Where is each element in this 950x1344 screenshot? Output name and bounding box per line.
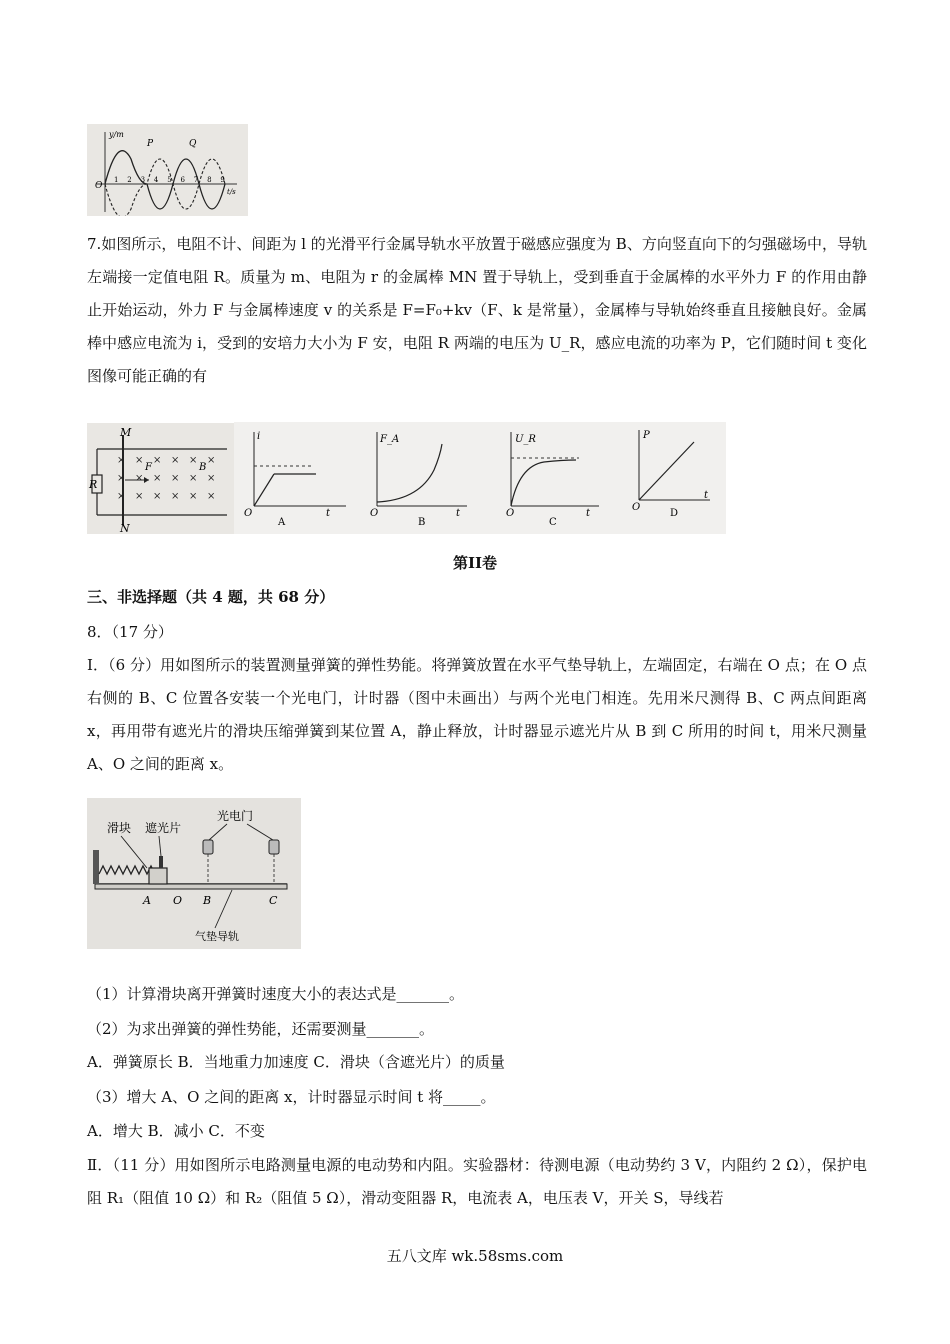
rail-figure [87,423,234,534]
wave-tick-label: 3 [140,176,146,184]
point-n-label: N [120,522,130,534]
field-cross: × [135,473,144,484]
graph-c-x-label: t [586,508,591,519]
field-label: B [199,462,207,473]
part-2-title: 第II卷 [452,554,498,572]
question-8-header: 8．（17 分） [87,623,173,641]
wave-tick-label: 6 [180,176,185,184]
track-label: 气垫导轨 [195,930,239,943]
footer-watermark: 五八文库 wk.58sms.com [386,1247,564,1265]
shade-plate [159,856,163,868]
graph-d [632,430,710,519]
graph-a-origin: O [244,508,253,519]
field-cross: × [117,455,126,466]
rail-diagram [87,423,234,534]
origin-label: O [95,181,103,191]
shade-label: 遮光片 [145,821,182,835]
slider-label: 滑块 [107,821,132,835]
field-cross: × [135,455,144,466]
apparatus-diagram [87,798,301,949]
graph-c-origin: O [506,508,515,519]
field-cross: × [171,491,180,502]
graph-b-origin: O [370,508,379,519]
wave-p-label: P [147,139,154,149]
apparatus-figure [87,798,301,949]
force-label: F [145,462,152,473]
field-cross: × [207,455,216,466]
wave-tick-label: 4 [153,176,159,184]
sub-question-3: （3）增大 A、O 之间的距离 x，计时器显示时间 t 将_____。 [87,1088,496,1106]
question-8-part-2: Ⅱ．（11 分）用如图所示电路测量电源的电动势和内阻。实验器材：待测电源（电动势约 3 V，内阻约 2 Ω），保护电阻 R₁（阻值 10 Ω）和 R₂（阻值 5 Ω），滑动变阻器 R，电流表 A，电压表 V，开关 S，导线若 [87,1156,867,1207]
x-axis-label: t/s [227,188,236,196]
point-m-label: M [120,426,132,439]
field-cross: × [117,491,126,502]
graph-b-caption: B [418,517,426,528]
section-3-title: 三、非选择题（共 4 题，共 68 分） [87,588,335,606]
graph-a-y-label: i [257,431,261,442]
sub-question-2: （2）为求出弹簧的弹性势能，还需要测量_______。 [87,1020,435,1038]
graph-a [244,431,346,528]
wave-tick-label: 2 [127,176,132,184]
graph-options [234,422,726,534]
wave-tick-label: 7 [193,176,199,184]
question-8-part-1: I．（6 分）用如图所示的装置测量弹簧的弹性势能。将弹簧放置在水平气垫导轨上，左端固定，右端在 O 点；在 O 点右侧的 B、C 位置各安装一个光电门，计时器（图中未画出）与两个光电门相连。先用米尺测得 B、C 两点间距离 x，再用带有遮光片的滑块压缩弹簧到某位置 A，静止释放，计时器显示遮光片从 B 到 C 所用的时间 t，用米尺测量 A、O 之间的距离 x。 [87,656,867,773]
graph-d-x-label: t [704,490,709,501]
field-cross: × [189,491,198,502]
field-cross: × [171,473,180,484]
field-cross: × [153,491,162,502]
gate-c-icon [269,840,279,854]
field-cross: × [189,473,198,484]
field-cross: × [207,473,216,484]
dashed-wave [105,159,225,216]
gate-b-icon [203,840,213,854]
y-axis-label: y/m [109,130,124,139]
graph-options-figure [234,422,726,534]
wave-graph [87,124,248,216]
wall [93,850,99,884]
field-cross: × [171,455,180,466]
sub-question-3-options: A．增大 B．减小 C．不变 [87,1122,265,1140]
graph-b-y-label: F_A [380,434,400,445]
wave-tick-label: 5 [167,176,172,184]
field-cross: × [135,491,144,502]
graph-c-y-label: U_R [515,434,536,445]
wave-q-label: Q [189,139,197,149]
field-cross: × [153,473,162,484]
graph-b-x-label: t [456,508,461,519]
graph-c [506,432,599,528]
graph-b [370,432,467,528]
wave-tick-label: 8 [207,176,212,184]
gate-label: 光电门 [217,809,254,823]
force-arrow [144,477,149,483]
point-c-label: C [269,894,278,907]
question-7: 7.如图所示，电阻不计、间距为 l 的光滑平行金属导轨水平放置于磁感应强度为 B、方向竖直向下的匀强磁场中，导轨左端接一定值电阻 R。质量为 m、电阻为 r 的金属棒 MN 置于导轨上，受到垂直于金属棒的水平外力 F 的作用由静止开始运动，外力 F 与金属棒速度 v 的关系是 F=F₀+kv（F、k 是常量），金属棒与导轨始终垂直且接触良好。金属棒中感应电流为 i，受到的安培力大小为 F 安，电阻 R 两端的电压为 U_R，感应电流的功率为 P，它们随时间 t 变化图像可能正确的有 [87,235,867,385]
sub-question-2-options: A．弹簧原长 B．当地重力加速度 C．滑块（含遮光片）的质量 [87,1053,505,1071]
point-a-label: A [143,894,151,907]
point-b-label: B [203,894,212,907]
field-cross: × [189,455,198,466]
field-cross: × [207,491,216,502]
field-cross: × [153,455,162,466]
graph-a-x-label: t [326,508,331,519]
field-cross: × [117,473,126,484]
sub-question-1: （1）计算滑块离开弹簧时速度大小的表达式是_______。 [87,985,465,1003]
resistor-label: R [89,478,98,491]
slider-block [149,868,167,884]
wave-tick-label: 9 [220,176,225,184]
wave-figure [87,124,248,216]
graph-c-caption: C [549,517,557,528]
graph-d-y-label: P [643,430,650,441]
point-o-label: O [173,894,183,907]
graph-d-caption: D [670,508,679,519]
graph-a-caption: A [278,517,286,528]
wave-tick-label: 1 [114,176,119,184]
graph-d-origin: O [632,502,641,513]
